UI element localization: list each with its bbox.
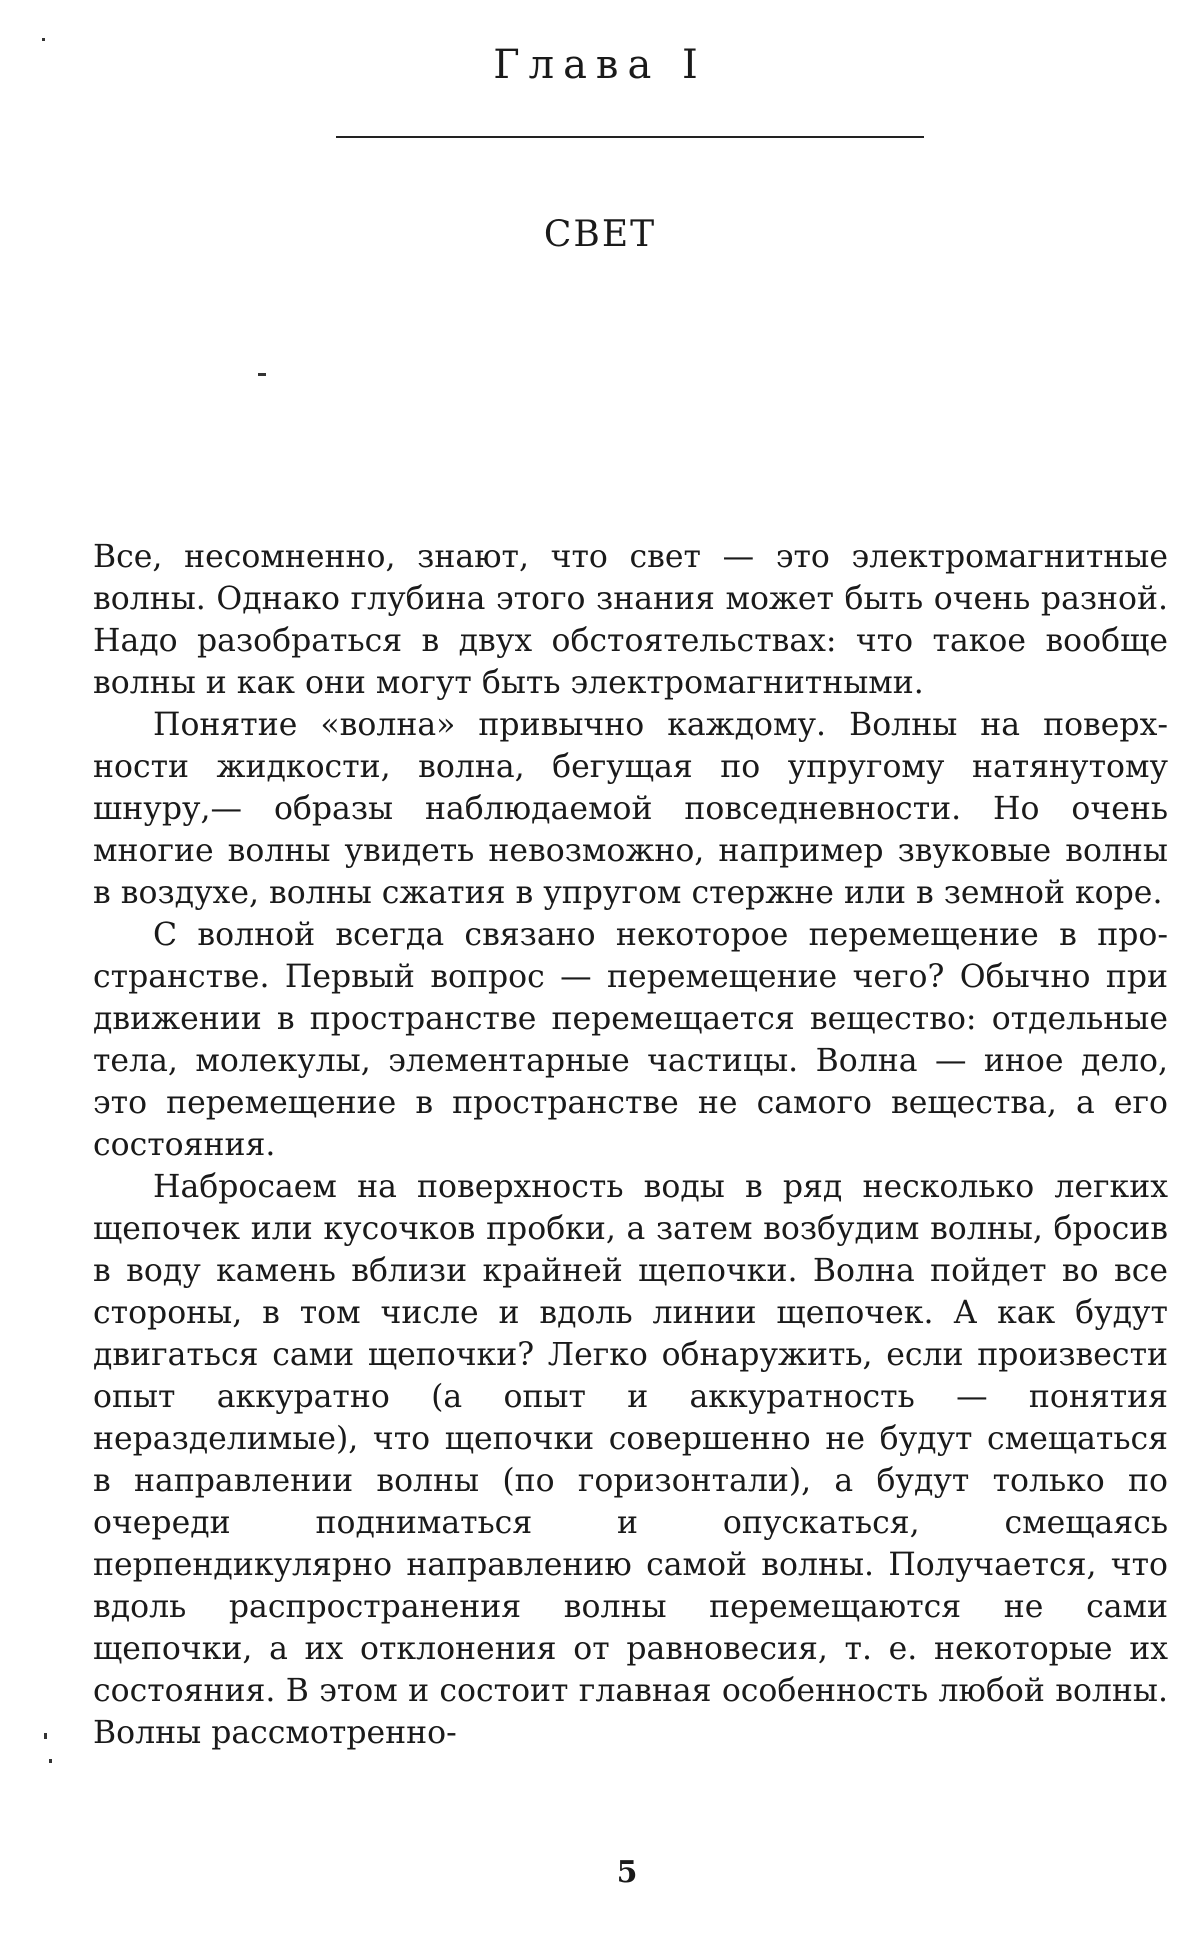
chapter-title: СВЕТ bbox=[543, 214, 657, 255]
scan-speck bbox=[44, 1733, 47, 1739]
paragraph-2: Понятие «волна» привычно каждому. Волны на поверхности жидкости, волна, бегущая по упругому натянутому шнуру,— образы наблюдаемой повседневности. Но очень многие волны увидеть невозможно, например звуковые волны в воздухе, волны сжатия в упругом стержне или в земной коре. bbox=[93, 707, 1168, 911]
paragraph-4: Набросаем на поверхность воды в ряд несколько легких щепочек или кусочков пробки, а затем возбудим волны, бросив в воду камень вблизи крайней щепочки. Волна пойдет во все стороны, в том числе и вдоль линии щепочек. А как будут двигаться сами щепочки? Легко обнаружить, если произвести опыт аккуратно (а опыт и аккуратность — понятия неразделимые), что щепочки совершенно не будут смещаться в направлении волны (по горизонтали), а будут только по очереди подниматься и опускаться, смещаясь перпендикулярно направлению самой волны. Получается, что вдоль распространения волны перемещаются не сами щепочки, а их отклонения от равновесия, т. е. некоторые их состояния. В этом и состоит главная особенность любой волны. Волны рассмотренно- bbox=[93, 1169, 1168, 1751]
scan-speck bbox=[49, 1759, 52, 1763]
paragraph-1: Все, несомненно, знают, что свет — это электромагнитные волны. Однако глубина этого знания может быть очень разной. Надо разобраться в двух обстоятельствах: что такое вообще волны и как они могут быть электромагнитными. bbox=[93, 539, 1168, 701]
scan-speck bbox=[258, 373, 266, 376]
scan-speck bbox=[42, 38, 45, 41]
page-number: 5 bbox=[616, 1855, 638, 1890]
chapter-label: Глава I bbox=[493, 42, 707, 88]
chapter-divider-rule bbox=[336, 136, 924, 138]
body-text bbox=[93, 536, 1168, 1754]
paragraph-3: С волной всегда связано некоторое перемещение в пространстве. Первый вопрос — перемещение чего? Обычно при движении в пространстве перемещается вещество: отдельные тела, молекулы, элементарные частицы. Волна — иное дело, это перемещение в пространстве не самого вещества, а его состояния. bbox=[93, 917, 1168, 1163]
